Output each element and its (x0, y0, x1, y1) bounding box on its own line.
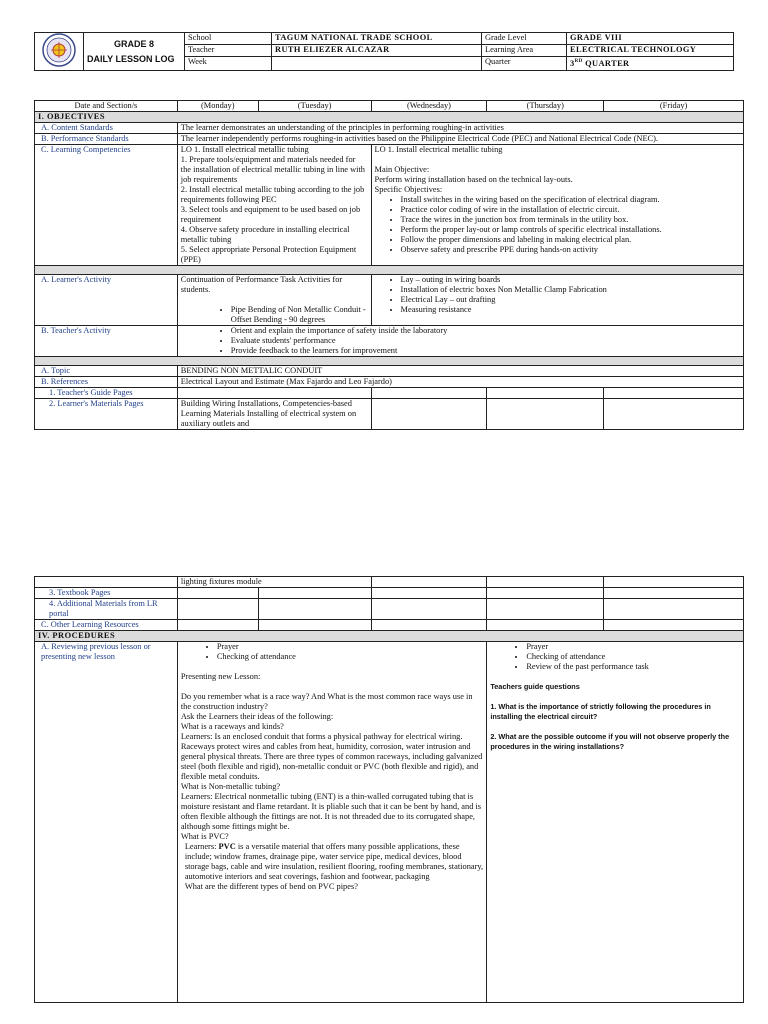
school-label: School (185, 33, 272, 45)
list-item: • Measuring resistance (401, 305, 740, 315)
specific-objectives-list (375, 195, 740, 255)
list-item: • Checking of attendance (217, 652, 484, 662)
deped-seal-icon (42, 33, 76, 67)
grade-level-label: Grade Level (482, 33, 567, 45)
reviewing-lesson-label: A. Reviewing previous lesson or presenting new lesson (35, 642, 178, 1003)
friday-header: (Friday) (604, 101, 744, 112)
objectives-heading: I. OBJECTIVES (35, 112, 744, 123)
lesson-table-continued (34, 576, 744, 1003)
wednesday-header: (Wednesday) (371, 101, 487, 112)
dll-title (84, 33, 185, 71)
question-2: 2. What are the possible outcome if you will not observe properly the procedures in the wiring installations? (490, 732, 730, 751)
list-item: • Observe safety and prescribe PPE during hands-on activity (401, 245, 740, 255)
content-standards-label: A. Content Standards (35, 123, 178, 134)
teachers-guide-questions-label: Teachers guide questions (490, 682, 580, 691)
title-grade: GRADE 8 (113, 38, 154, 49)
grade-level-value: GRADE VIII (567, 33, 734, 45)
learners-activity-right (371, 275, 743, 326)
question-1: 1. What is the importance of strictly following the procedures in installing the electrical circuit? (490, 702, 711, 721)
procedures-heading: IV. PROCEDURES (35, 631, 744, 642)
teacher-label: Teacher (185, 45, 272, 57)
content-standards-text: The learner demonstrates an understanding of the principles in performing roughing-in activities (177, 123, 743, 134)
topic-label: A. Topic (35, 366, 178, 377)
list-item: • Perform the proper lay-out or lamp controls of specific electrical installations. (401, 225, 740, 235)
title-dll: DAILY LESSON LOG (87, 53, 175, 64)
learners-materials-label: 2. Learner's Materials Pages (35, 399, 178, 430)
quarter-label: Quarter (482, 57, 567, 71)
specific-objectives-label: Specific Objectives: (374, 185, 443, 194)
day-header-row (35, 101, 744, 112)
presenting-new-lesson: Presenting new Lesson: (180, 672, 261, 681)
school-value: TAGUM NATIONAL TRADE SCHOOL (272, 33, 482, 45)
list-item: • Prayer (217, 642, 484, 652)
teachers-activity-list (177, 326, 743, 357)
week-value (272, 57, 482, 71)
procedures-right (487, 642, 744, 1003)
week-label: Week (185, 57, 272, 71)
teacher-value: RUTH ELIEZER ALCAZAR (272, 45, 482, 57)
list-item: • Follow the proper dimensions and labeling in making electrical plan. (401, 235, 740, 245)
list-item: • Pipe Bending of Non Metallic Conduit - Offset Bending - 90 degrees (231, 305, 368, 325)
monday-header: (Monday) (177, 101, 258, 112)
learning-area-value: ELECTRICAL TECHNOLOGY (567, 45, 734, 57)
main-objective-label: Main Objective: (374, 165, 430, 174)
learners-activity-left: Continuation of Performance Task Activities for students. • Pipe Bending of Non Metallic Conduit - Offset Bending - 90 degrees (177, 275, 371, 326)
list-item: • Install switches in the wiring based on the specification of electrical diagram. (401, 195, 740, 205)
section-divider (35, 357, 744, 366)
learners-activity-label: A. Learner's Activity (35, 275, 178, 326)
list-item: • Installation of electric boxes Non Metallic Clamp Fabrication (401, 285, 740, 295)
topic-value: BENDING NON METTALIC CONDUIT (177, 366, 743, 377)
list-item: • Electrical Lay – out drafting (401, 295, 740, 305)
competencies-left: LO 1. Install electrical metallic tubing 1. Prepare tools/equipment and materials needed for the installation of electrical metallic tubing in line with job requirements 2. Install electrical metallic tubing according to the job requirements following PEC 3. Select tools and equipment to be used based on job requirement 4. Observe safety procedure in installing electrical metallic tubing 5. Select appropriate Personal Protection Equipment (PPE) (177, 145, 371, 266)
list-item: • Practice color coding of wire in the installation of electric circuit. (401, 205, 740, 215)
learning-area-label: Learning Area (482, 45, 567, 57)
list-item: • Provide feedback to the learners for improvement (231, 346, 740, 356)
references-label: B. References (35, 377, 178, 388)
tuesday-header: (Tuesday) (258, 101, 371, 112)
performance-standards-text: The learner independently performs roughing-in activities based on the Philippine Electrical Code (PEC) and National Electrical Code (NEC). (177, 134, 743, 145)
other-resources-label: C. Other Learning Resources (35, 620, 178, 631)
competencies-right: LO 1. Install electrical metallic tubing Main Objective: Perform wiring installation based on the technical lay-outs. Specific Objectives: • Install switches in the wiring based on the specification of electrical diagram. • Practice color coding of wire in the installation of electric circuit. • Trace the wires in the junction box from terminals in the utility box. • Perform the proper lay-out or lamp controls of specific electrical installations. • Follow the proper dimensions and labeling in making electrical plan. • Observe safety and prescribe PPE during hands-on activity (371, 145, 743, 266)
list-item: • Orient and explain the importance of safety inside the laboratory (231, 326, 740, 336)
additional-materials-label: 4. Additional Materials from LR portal (35, 599, 178, 620)
list-item: • Prayer (526, 642, 740, 652)
textbook-pages-label: 3. Textbook Pages (35, 588, 178, 599)
deped-seal-cell (35, 33, 84, 71)
procedures-left: • Prayer • Checking of attendance Presenting new Lesson: Do you remember what is a race way? And What is the most common race ways use in the construction industry? Ask the Learners their ideas of the following: What is a raceways and kinds? Learners: Is an enclosed conduit that forms a physical pathway for electrical wiring. Raceways protect wires and cables from heat, humidity, corrosion, water intrusion and general physical threats. There are three types of common raceways, including galvanized steel (both flexible and rigid), non-metallic conduit or PVC (both flexible and rigid), and flexible metal conduits. What is Non-metallic tubing? Learners: Electrical nonmetallic tubing (ENT) is a thin-walled corrugated tubing that is moisture resistant and flame retardant. It is pliable such that it can be bent by hand, and is often flexible although the fittings are not. It is not threaded due to its corrugated shape, although some fittings might be. What is PVC? Learners: PVC is a versatile material that offers many possible applications, these include; window frames, drainage pipe, water service pipe, medical devices, blood storage bags, cable and wire insulation, resilient flooring, roofing membranes, stationary, automotive interiors and seat coverings, fashion and footwear, packaging What are the different types of bend on PVC pipes? (177, 642, 487, 1003)
header-table (34, 32, 734, 71)
teachers-guide-label: 1. Teacher's Guide Pages (35, 388, 178, 399)
list-item: • Checking of attendance (526, 652, 740, 662)
learners-materials-continued: lighting fixtures module (177, 577, 371, 588)
list-item: • Trace the wires in the junction box from terminals in the utility box. (401, 215, 740, 225)
date-section-header: Date and Section/s (35, 101, 178, 112)
performance-standards-label: B. Performance Standards (35, 134, 178, 145)
list-item: • Review of the past performance task (526, 662, 740, 672)
main-objective: Perform wiring installation based on the technical lay-outs. (374, 175, 573, 184)
lesson-table (34, 100, 744, 430)
learners-materials-value: Building Wiring Installations, Competencies-based Learning Materials Installing of electrical system on auxiliary outlets and (177, 399, 371, 430)
list-item: • Lay – outing in wiring boards (401, 275, 740, 285)
references-value: Electrical Layout and Estimate (Max Fajardo and Leo Fajardo) (177, 377, 743, 388)
thursday-header: (Thursday) (487, 101, 604, 112)
teachers-activity-label: B. Teacher's Activity (35, 326, 178, 357)
section-divider (35, 266, 744, 275)
quarter-value: 3RD QUARTER (567, 57, 734, 71)
learning-competencies-label: C. Learning Competencies (35, 145, 178, 266)
list-item: • Evaluate students' performance (231, 336, 740, 346)
